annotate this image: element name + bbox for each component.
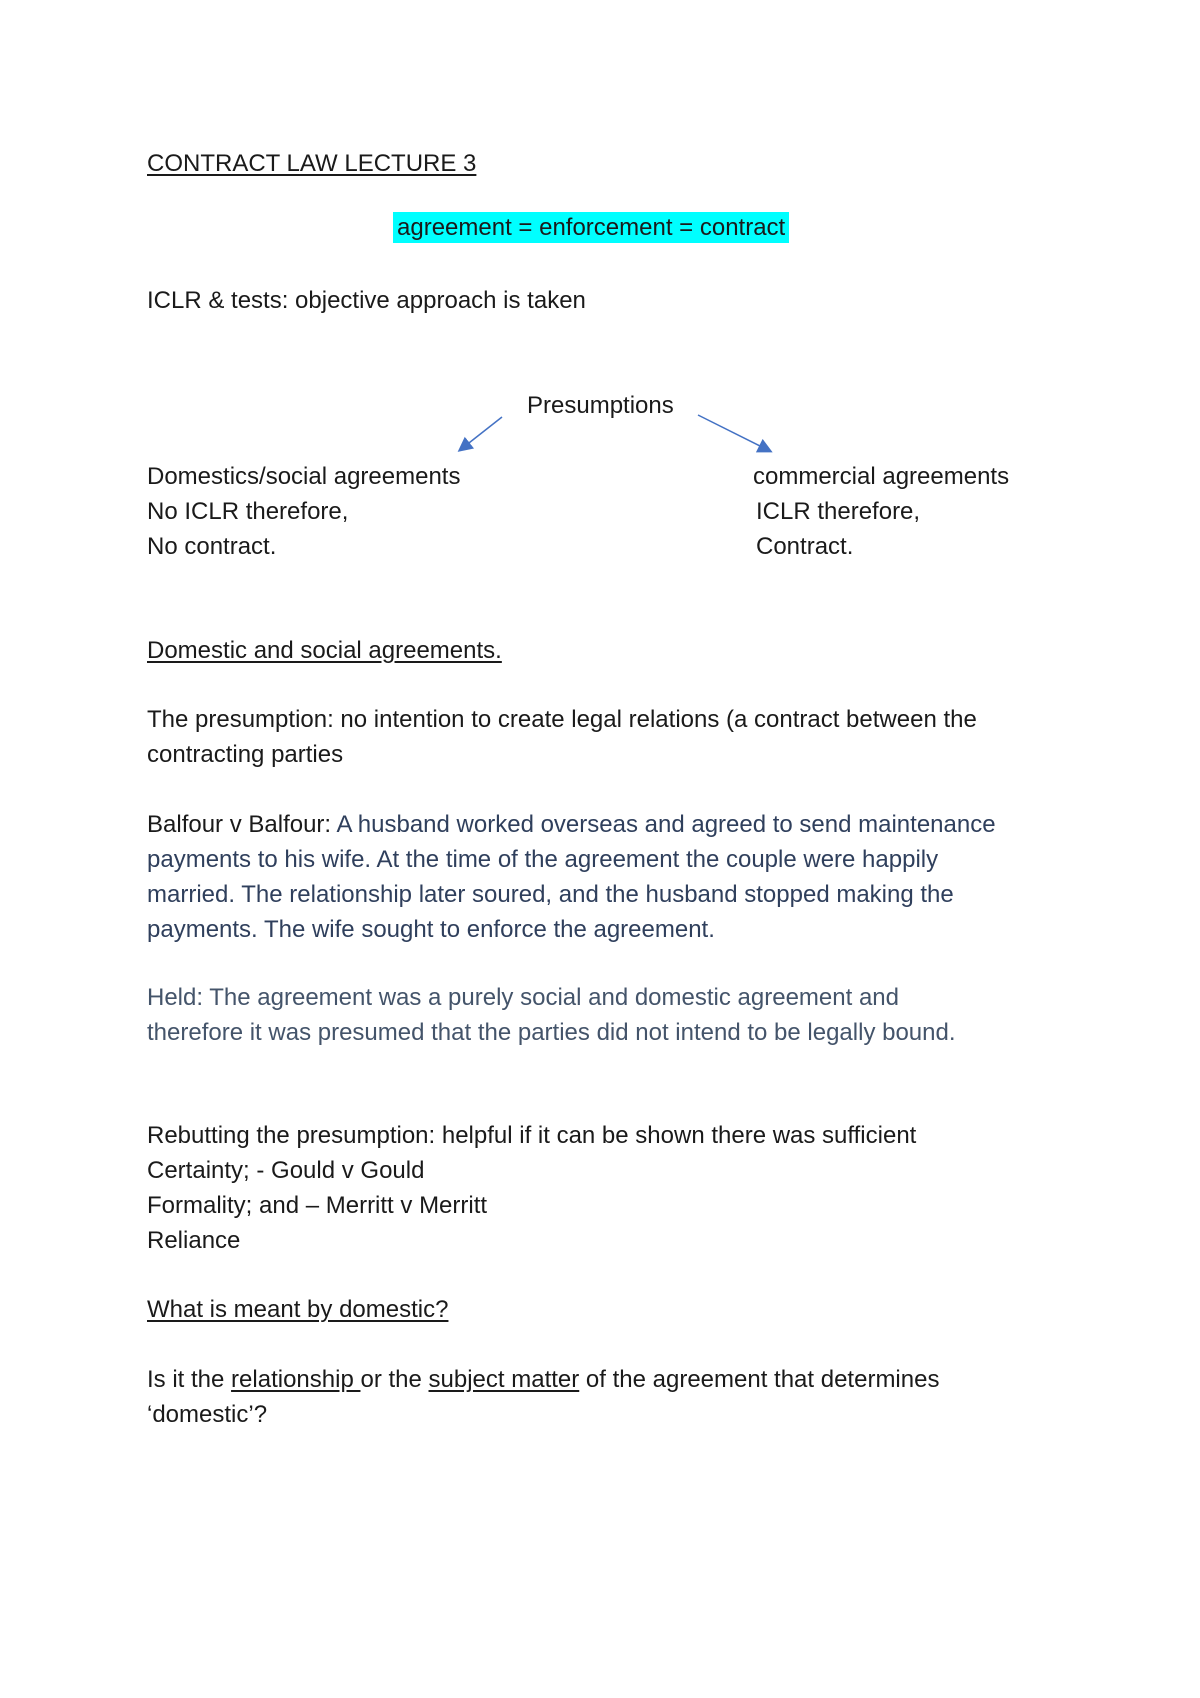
question-line-2: ‘domestic’? [147, 1401, 268, 1428]
section-heading-domestic: Domestic and social agreements. [147, 637, 502, 664]
document-title: CONTRACT LAW LECTURE 3 [147, 150, 477, 177]
section-heading-what-is-domestic: What is meant by domestic? [147, 1296, 449, 1323]
highlighted-equation: agreement = enforcement = contract [393, 212, 789, 243]
right-arrow-icon [698, 415, 770, 451]
left-col-line-3: No contract. [147, 533, 277, 560]
left-arrow-icon [460, 417, 502, 450]
question-text-c: of the agreement that determines [579, 1366, 940, 1393]
balfour-line-4: payments. The wife sought to enforce the agreement. [147, 916, 715, 943]
diagram-arrows [0, 0, 1200, 480]
rebut-line-4: Reliance [147, 1227, 241, 1254]
iclr-line: ICLR & tests: objective approach is taken [147, 287, 586, 314]
left-col-line-2: No ICLR therefore, [147, 498, 349, 525]
question-line-1 [147, 1362, 939, 1397]
balfour-line-1 [147, 807, 996, 842]
relationship-term: relationship [231, 1366, 361, 1393]
rebut-line-2: Certainty; - Gould v Gould [147, 1157, 425, 1184]
balfour-facts-start: A husband worked overseas and agreed to send maintenance [331, 811, 996, 838]
balfour-line-3: married. The relationship later soured, and the husband stopped making the [147, 881, 954, 908]
question-text-b: or the [360, 1366, 429, 1393]
rebut-line-1: Rebutting the presumption: helpful if it can be shown there was sufficient [147, 1122, 917, 1149]
rebut-line-3: Formality; and – Merritt v Merritt [147, 1192, 488, 1219]
right-col-line-3: Contract. [756, 533, 854, 560]
presumptions-label: Presumptions [527, 392, 674, 419]
held-line-2: therefore it was presumed that the parties did not intend to be legally bound. [147, 1019, 956, 1046]
right-col-line-1: commercial agreements [753, 463, 1010, 490]
question-text-a: Is it the [147, 1366, 232, 1393]
right-col-line-2: ICLR therefore, [756, 498, 921, 525]
case-name: Balfour v Balfour: [147, 811, 332, 838]
balfour-line-2: payments to his wife. At the time of the agreement the couple were happily [147, 846, 939, 873]
presumption-para-line-2: contracting parties [147, 741, 344, 768]
left-col-line-1: Domestics/social agreements [147, 463, 461, 490]
subject-matter-term: subject matter [428, 1366, 580, 1393]
held-line-1: Held: The agreement was a purely social and domestic agreement and [147, 984, 899, 1011]
presumption-para-line-1: The presumption: no intention to create legal relations (a contract between the [147, 706, 977, 733]
